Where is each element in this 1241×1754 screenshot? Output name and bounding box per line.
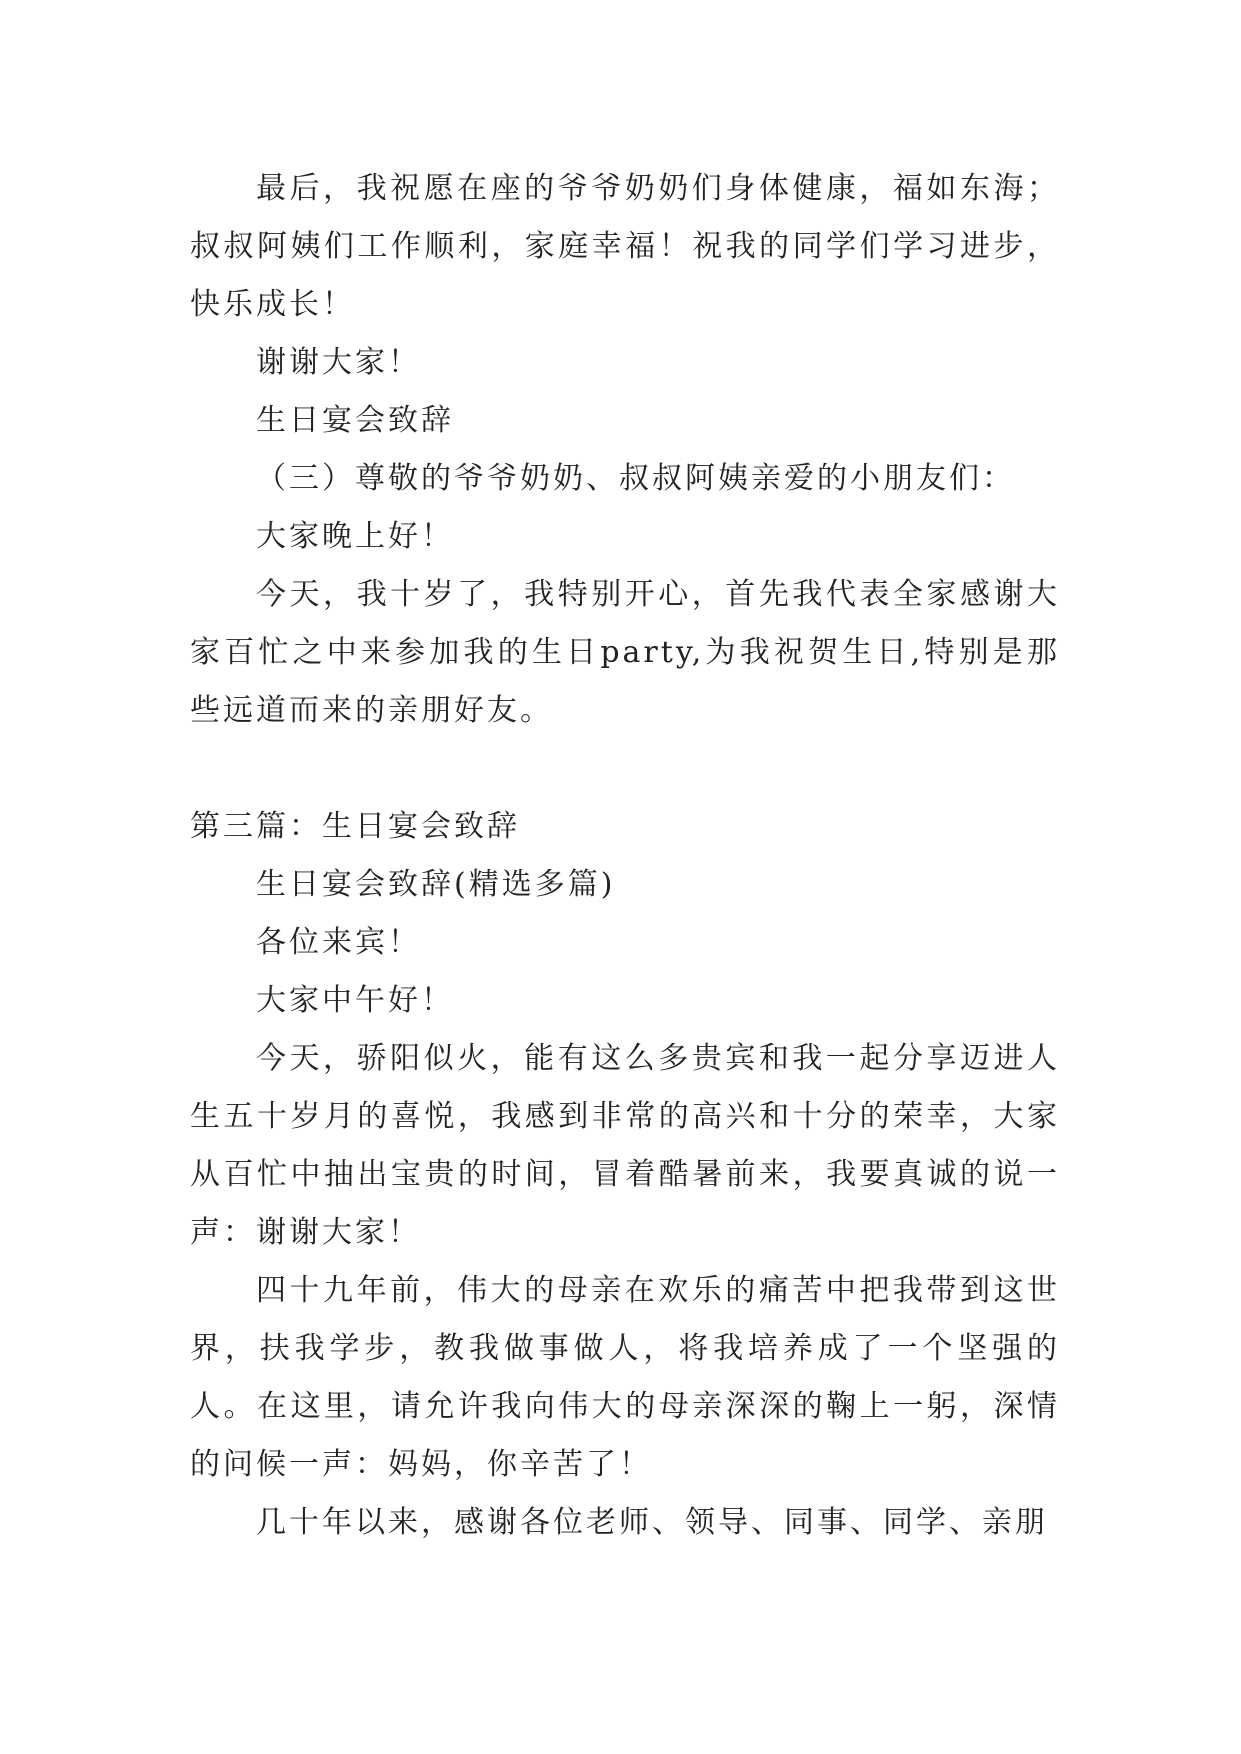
paragraph: 今天，骄阳似火，能有这么多贵宾和我一起分享迈进人生五十岁月的喜悦，我感到非常的高兴和十分的荣幸，大家从百忙中抽出宝贵的时间，冒着酷暑前来，我要真诚的说一声：谢谢大家！: [190, 1041, 1060, 1250]
paragraph: 今天，我十岁了，我特别开心，首先我代表全家感谢大家百忙之中来参加我的生日party,为我祝贺生日,特别是那些远道而来的亲朋好友。: [190, 577, 1060, 728]
paragraph: 谢谢大家！: [256, 345, 421, 380]
paragraph: 各位来宾！: [256, 925, 421, 960]
paragraph: 生日宴会致辞: [256, 403, 454, 438]
paragraph: 大家中午好！: [256, 983, 454, 1018]
document-body: [190, 160, 1060, 1552]
paragraph: 生日宴会致辞(精选多篇): [256, 867, 616, 902]
paragraph: 几十年以来，感谢各位老师、领导、同事、同学、亲朋: [256, 1505, 1048, 1540]
section-title: 第三篇：生日宴会致辞: [190, 809, 520, 844]
paragraph: 四十九年前，伟大的母亲在欢乐的痛苦中把我带到这世界，扶我学步，教我做事做人，将我培养成了一个坚强的人。在这里，请允许我向伟大的母亲深深的鞠上一躬，深情的问候一声：妈妈，你辛苦了！: [190, 1273, 1060, 1482]
paragraph: （三）尊敬的爷爷奶奶、叔叔阿姨亲爱的小朋友们：: [256, 461, 1015, 496]
section-gap: [190, 740, 1060, 798]
paragraph: 最后，我祝愿在座的爷爷奶奶们身体健康，福如东海；叔叔阿姨们工作顺利，家庭幸福！祝我的同学们学习进步，快乐成长！: [190, 171, 1060, 322]
paragraph: 大家晚上好！: [256, 519, 454, 554]
